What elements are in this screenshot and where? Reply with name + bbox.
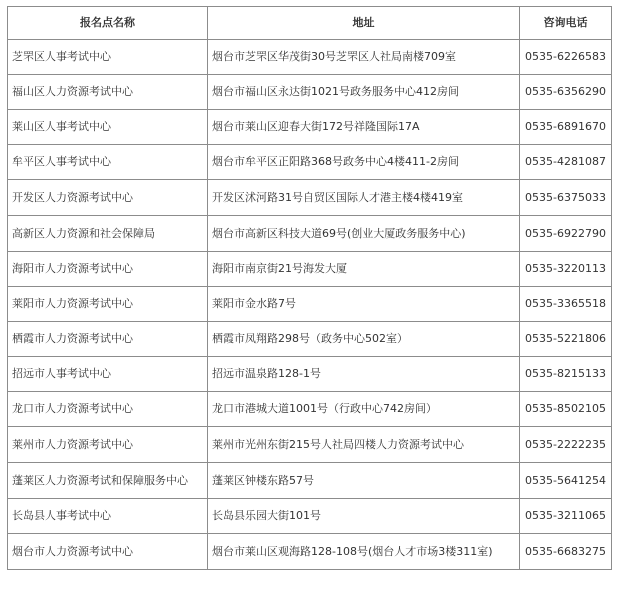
address-cell: 开发区沭河路31号自贸区国际人才港主楼4楼419室 xyxy=(208,180,520,216)
phone-cell: 0535-6226583 xyxy=(520,40,612,75)
site-name-cell: 莱山区人事考试中心 xyxy=(8,110,208,145)
site-name-cell: 芝罘区人事考试中心 xyxy=(8,40,208,75)
phone-cell: 0535-3365518 xyxy=(520,287,612,322)
address-cell: 龙口市港城大道1001号（行政中心742房间） xyxy=(208,392,520,427)
site-name-cell: 海阳市人力资源考试中心 xyxy=(8,252,208,287)
table-row xyxy=(8,463,612,499)
address-cell: 烟台市福山区永达街1021号政务服务中心412房间 xyxy=(208,75,520,110)
table-row xyxy=(8,534,612,570)
site-name-cell: 莱州市人力资源考试中心 xyxy=(8,427,208,463)
table-row xyxy=(8,392,612,427)
table-row xyxy=(8,499,612,534)
address-cell: 烟台市芝罘区华茂街30号芝罘区人社局南楼709室 xyxy=(208,40,520,75)
header-address: 地址 xyxy=(208,7,520,40)
phone-cell: 0535-3220113 xyxy=(520,252,612,287)
phone-cell: 0535-2222235 xyxy=(520,427,612,463)
site-name-cell: 牟平区人事考试中心 xyxy=(8,145,208,180)
table-row xyxy=(8,40,612,75)
site-name-cell: 福山区人力资源考试中心 xyxy=(8,75,208,110)
table-row xyxy=(8,357,612,392)
site-name-cell: 龙口市人力资源考试中心 xyxy=(8,392,208,427)
site-name-cell: 栖霞市人力资源考试中心 xyxy=(8,322,208,357)
header-phone: 咨询电话 xyxy=(520,7,612,40)
phone-cell: 0535-6891670 xyxy=(520,110,612,145)
site-name-cell: 蓬莱区人力资源考试和保障服务中心 xyxy=(8,463,208,499)
address-cell: 栖霞市凤翔路298号（政务中心502室） xyxy=(208,322,520,357)
address-cell: 蓬莱区钟楼东路57号 xyxy=(208,463,520,499)
phone-cell: 0535-3211065 xyxy=(520,499,612,534)
phone-cell: 0535-5221806 xyxy=(520,322,612,357)
address-cell: 烟台市牟平区正阳路368号政务中心4楼411-2房间 xyxy=(208,145,520,180)
address-cell: 烟台市莱山区观海路128-108号(烟台人才市场3楼311室) xyxy=(208,534,520,570)
table-row xyxy=(8,110,612,145)
site-name-cell: 烟台市人力资源考试中心 xyxy=(8,534,208,570)
table-row xyxy=(8,287,612,322)
phone-cell: 0535-5641254 xyxy=(520,463,612,499)
table-row xyxy=(8,180,612,216)
table-header-row xyxy=(8,7,612,40)
phone-cell: 0535-6356290 xyxy=(520,75,612,110)
table-row xyxy=(8,252,612,287)
table-row xyxy=(8,145,612,180)
address-cell: 长岛县乐园大街101号 xyxy=(208,499,520,534)
site-name-cell: 高新区人力资源和社会保障局 xyxy=(8,216,208,252)
table-row xyxy=(8,75,612,110)
table-row xyxy=(8,322,612,357)
registration-sites-document xyxy=(7,6,611,570)
registration-sites-table xyxy=(7,6,612,570)
address-cell: 莱阳市金水路7号 xyxy=(208,287,520,322)
phone-cell: 0535-6683275 xyxy=(520,534,612,570)
phone-cell: 0535-6375033 xyxy=(520,180,612,216)
table-row xyxy=(8,216,612,252)
site-name-cell: 莱阳市人力资源考试中心 xyxy=(8,287,208,322)
address-cell: 烟台市高新区科技大道69号(创业大厦政务服务中心) xyxy=(208,216,520,252)
site-name-cell: 长岛县人事考试中心 xyxy=(8,499,208,534)
address-cell: 莱州市光州东街215号人社局四楼人力资源考试中心 xyxy=(208,427,520,463)
table-row xyxy=(8,427,612,463)
phone-cell: 0535-4281087 xyxy=(520,145,612,180)
address-cell: 烟台市莱山区迎春大街172号祥隆国际17A xyxy=(208,110,520,145)
header-site-name: 报名点名称 xyxy=(8,7,208,40)
address-cell: 招远市温泉路128-1号 xyxy=(208,357,520,392)
phone-cell: 0535-6922790 xyxy=(520,216,612,252)
site-name-cell: 开发区人力资源考试中心 xyxy=(8,180,208,216)
phone-cell: 0535-8502105 xyxy=(520,392,612,427)
site-name-cell: 招远市人事考试中心 xyxy=(8,357,208,392)
address-cell: 海阳市南京街21号海发大厦 xyxy=(208,252,520,287)
phone-cell: 0535-8215133 xyxy=(520,357,612,392)
